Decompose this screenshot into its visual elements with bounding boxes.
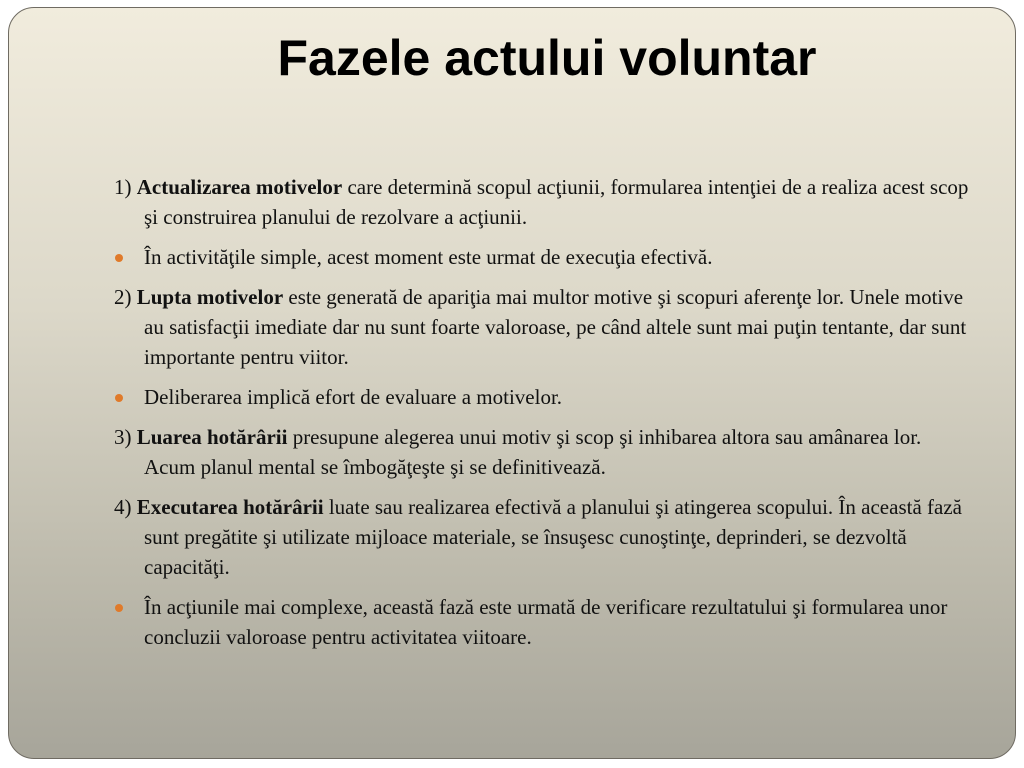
bullet-item-1: [114, 242, 974, 272]
phase-number: 1): [114, 175, 132, 199]
slide-title: Fazele actului voluntar: [277, 30, 817, 86]
phase-description: luate sau realizarea efectivă a planului şi atingerea scopului. În această fază sunt pregătite şi utilizate mijloace materiale, se însuşesc cunoştinţe, deprinderi, se dezvoltă capacităţi.: [144, 495, 962, 579]
bullet-dot-icon: [115, 604, 123, 612]
bullet-dot-icon: [115, 254, 123, 262]
phase-heading: Actualizarea motivelor: [136, 175, 343, 199]
bullet-dot-icon: [115, 394, 123, 402]
bullet-text: În acţiunile mai complexe, această fază este urmată de verificare rezultatului şi formularea unor concluzii valoroase pentru activitatea viitoare.: [144, 595, 948, 649]
phase-heading: Luarea hotărârii: [136, 425, 288, 449]
phase-item-2: [114, 282, 974, 372]
phase-heading: Lupta motivelor: [136, 285, 284, 309]
phase-item-4: [114, 492, 974, 582]
phase-description: care determină scopul acţiunii, formularea intenţiei de a realiza acest scop şi construirea planului de rezolvare a acţiunii.: [144, 175, 969, 229]
phase-heading: Executarea hotărârii: [136, 495, 324, 519]
slide-content: [114, 172, 974, 662]
phase-description: presupune alegerea unui motiv şi scop şi inhibarea altora sau amânarea lor. Acum planul mental se îmbogăţeşte şi se definitivează.: [144, 425, 922, 479]
bullet-item-2: [114, 382, 974, 412]
bullet-text: În activităţile simple, acest moment este urmat de execuţia efectivă.: [144, 245, 713, 269]
phase-item-3: [114, 422, 974, 482]
phase-description: este generată de apariţia mai multor motive şi scopuri aferenţe lor. Unele motive au satisfacţii imediate dar nu sunt foarte valoroase, pe când altele sunt mai puţin tentante, dar sunt importante pentru viitor.: [144, 285, 967, 369]
bullet-item-3: [114, 592, 974, 652]
bullet-text: Deliberarea implică efort de evaluare a motivelor.: [144, 385, 563, 409]
phase-number: 4): [114, 495, 132, 519]
phase-number: 3): [114, 425, 132, 449]
phase-item-1: [114, 172, 974, 232]
phase-number: 2): [114, 285, 132, 309]
slide: [8, 7, 1016, 759]
